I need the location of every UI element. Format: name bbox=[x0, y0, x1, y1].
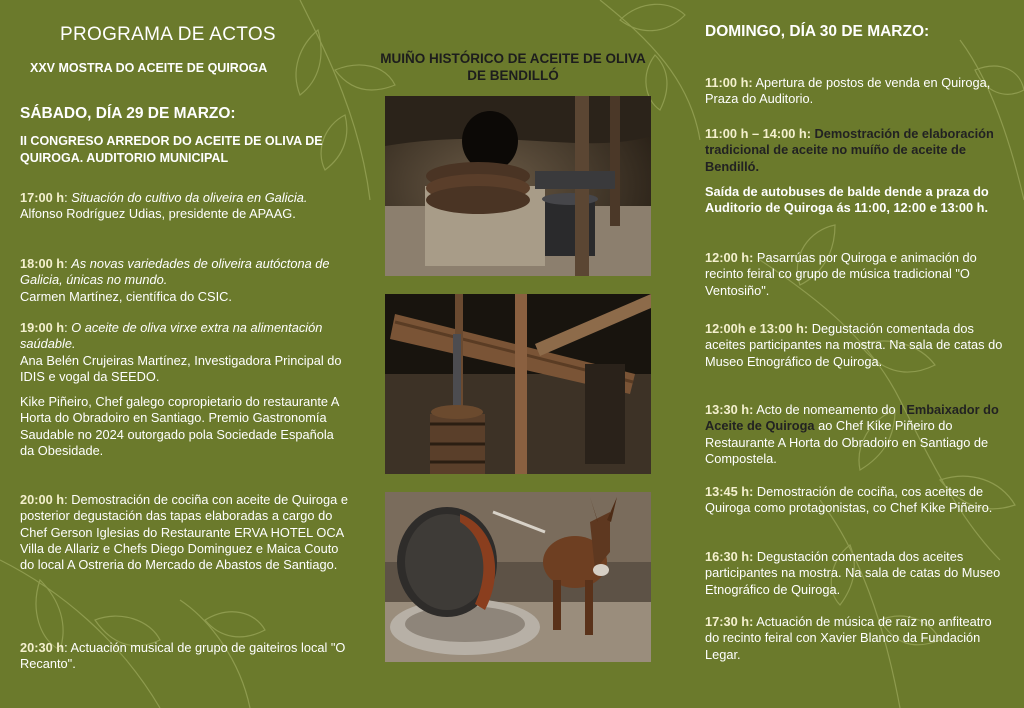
event-time: 17:00 h bbox=[20, 190, 65, 205]
sat-event-1700: 17:00 h: Situación do cultivo da oliveira en Galicia. Alfonso Rodríguez Udias, presidente de APAAG. bbox=[20, 190, 308, 222]
event-time: 20:00 h bbox=[20, 492, 65, 507]
mostra-subtitle: XXV MOSTRA DO ACEITE DE QUIROGA bbox=[30, 61, 268, 75]
congress-title: II CONGRESO ARREDOR DO ACEITE DE OLIVA DE QUIROGA. AUDITORIO MUNICIPAL bbox=[20, 134, 323, 165]
event-time: 19:00 h bbox=[20, 320, 65, 335]
sun-event-1345 bbox=[705, 484, 1005, 517]
event-title: As novas variedades de oliveira autóctona de Galicia, únicas no mundo. bbox=[20, 256, 330, 288]
event-detail: Carmen Martínez, científica do CSIC. bbox=[20, 288, 232, 304]
saturday-heading: SÁBADO, DÍA 29 DE MARZO: bbox=[20, 105, 236, 122]
sat-event-1800: 18:00 h: As novas variedades de oliveira autóctona de Galicia, únicas no mundo. Carmen Martínez, científica do CSIC. bbox=[20, 256, 330, 304]
event-detail: Degustación comentada dos aceites participantes na mostra. Na sala de catas do Museo Etnográfico de Quiroga. bbox=[705, 321, 1003, 369]
event-time: 12:00h e 13:00 h: bbox=[705, 321, 809, 336]
sun-event-1100-1400 bbox=[705, 126, 1005, 175]
sun-event-1100 bbox=[705, 75, 1005, 108]
event-detail: Actuación de música de raíz no anfiteatro do recinto feiral con Xavier Blanco da Fundación Legar. bbox=[705, 614, 992, 662]
event-time: 16:30 h: bbox=[705, 549, 754, 564]
sun-event-1330 bbox=[705, 402, 1005, 467]
sat-event-2000: 20:00 h: Demostración de cociña con aceite de Quiroga e posterior degustación das tapas elaboradas a cargo do Chef Gerson Iglesias do Restaurante ERVA HOTEL OCA Villa de Allariz e Chefs Diego Dominguez e Maica Couto do local A Ostreria do Mercado de Abastos de Santiago. bbox=[20, 492, 348, 573]
event-detail: Apertura de postos de venda en Quiroga, Praza do Auditorio. bbox=[705, 75, 991, 107]
sat-chef-info bbox=[20, 394, 350, 459]
event-detail: Actuación musical de grupo de gaiteiros local "O Recanto". bbox=[20, 640, 346, 672]
event-detail: Ana Belén Crujeiras Martínez, Investigadora Principal do IDIS e vogal da SEEDO. bbox=[20, 352, 342, 384]
event-time: 11:00 h: bbox=[705, 75, 753, 90]
sat-event-2030: 20:30 h: Actuación musical de grupo de gaiteiros local "O Recanto". bbox=[20, 640, 346, 672]
wooden-beam-press-photo bbox=[385, 294, 651, 474]
mill-title: MUIÑO HISTÓRICO DE ACEITE DE OLIVA DE BENDILLÓ bbox=[380, 51, 646, 83]
event-time: 13:30 h: bbox=[705, 402, 754, 417]
event-detail: Pasarrúas por Quiroga e animación do recinto feiral co grupo de música tradicional "O Ventosiño". bbox=[705, 250, 977, 298]
event-time: 20:30 h bbox=[20, 640, 65, 655]
event-title: O aceite de oliva virxe extra na alimentación saúdable. bbox=[20, 320, 323, 352]
sun-event-1200-1300 bbox=[705, 321, 1005, 370]
event-detail: Demostración de cociña con aceite de Quiroga e posterior degustación das tapas elaboradas a cargo do Chef Gerson Iglesias do Restaurante ERVA HOTEL OCA Villa de Allariz e Chefs Diego Dominguez e Maica Couto do local A Ostreria do Mercado de Abastos de Santiago. bbox=[20, 492, 348, 573]
event-time: 17:30 h: bbox=[705, 614, 754, 629]
sat-event-1900: 19:00 h: O aceite de oliva virxe extra na alimentación saúdable. Ana Belén Crujeiras Martínez, Investigadora Principal do IDIS e vogal da SEEDO. bbox=[20, 320, 342, 384]
ambassador-title: I Embaixador do Aceite de Quiroga bbox=[705, 402, 999, 434]
event-detail: Alfonso Rodríguez Udias, presidente de APAAG. bbox=[20, 206, 296, 222]
bus-schedule: Saída de autobuses de balde dende a praza do Auditorio de Quiroga ás 11:00, 12:00 e 13:00 h. bbox=[705, 184, 989, 216]
event-detail: Demostración de elaboración tradicional de aceite no muíño de aceite de Bendilló. bbox=[705, 126, 994, 174]
event-detail: Demostración de cociña, cos aceites de Quiroga como protagonistas, co Chef Kike Piñeiro. bbox=[705, 484, 993, 516]
event-title: Situación do cultivo da oliveira en Galicia. bbox=[71, 190, 308, 205]
donkey-millstone-photo bbox=[385, 492, 651, 662]
event-time: 11:00 h – 14:00 h: bbox=[705, 126, 811, 141]
event-detail: Acto de nomeamento do bbox=[753, 402, 900, 417]
sun-event-1630 bbox=[705, 549, 1005, 598]
mill-stone-press-photo bbox=[385, 96, 651, 276]
event-time: 18:00 h bbox=[20, 256, 65, 271]
chef-bio: Kike Piñeiro, Chef galego copropietario do restaurante A Horta do Obradoiro en Santiago. Premio Gastronomía Saudable no 2024 outorgado pola Sociedade Española da Obesidade. bbox=[20, 394, 339, 458]
event-detail: Degustación comentada dos aceites participantes na mostra. Na sala de catas do Museo Etnográfico de Quiroga. bbox=[705, 549, 1001, 597]
sun-event-1730 bbox=[705, 614, 1005, 663]
event-time: 12:00 h: bbox=[705, 250, 754, 265]
sun-event-1200 bbox=[705, 250, 1005, 299]
program-title: PROGRAMA DE ACTOS bbox=[60, 24, 276, 45]
event-time: 13:45 h: bbox=[705, 484, 754, 499]
sun-bus-info bbox=[705, 184, 1005, 217]
event-detail: ao Chef Kike Piñeiro do Restaurante A Horta do Obradoiro en Santiago de Compostela. bbox=[705, 418, 989, 466]
sunday-heading: DOMINGO, DÍA 30 DE MARZO: bbox=[705, 23, 930, 40]
